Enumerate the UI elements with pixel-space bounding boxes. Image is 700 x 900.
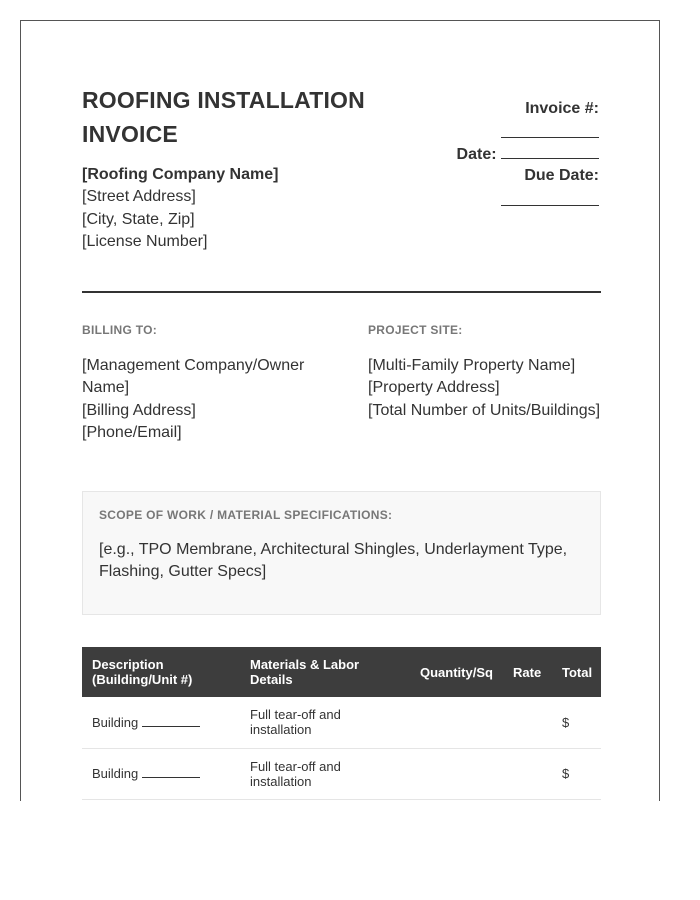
billing-name: [Management Company/Owner Name] xyxy=(82,357,305,397)
row-quantity xyxy=(410,748,503,799)
invoice-number-blank xyxy=(501,137,599,138)
row-total: $ xyxy=(552,748,601,799)
row-total: $ xyxy=(552,697,601,748)
building-label: Building xyxy=(92,714,139,730)
invoice-page xyxy=(20,20,660,801)
invoice-number-row xyxy=(525,99,599,119)
row-building xyxy=(82,748,240,799)
due-date-label: Due Date: xyxy=(524,167,599,184)
line-items-table xyxy=(82,647,601,800)
date-label: Date: xyxy=(456,146,497,163)
row-rate xyxy=(503,748,552,799)
row-details: Full tear-off and installation xyxy=(240,697,410,748)
scope-box xyxy=(82,491,601,615)
row-details: Full tear-off and installation xyxy=(240,748,410,799)
project-site-label: PROJECT SITE: xyxy=(368,323,463,337)
row-building xyxy=(82,697,240,748)
header-details: Materials & Labor Details xyxy=(240,647,410,697)
company-license: [License Number] xyxy=(82,232,208,250)
due-date-blank xyxy=(501,205,599,206)
due-date-row xyxy=(524,166,599,186)
company-block xyxy=(82,164,402,253)
project-units: [Total Number of Units/Buildings] xyxy=(368,401,601,419)
scope-text: [e.g., TPO Membrane, Architectural Shingles, Underlayment Type, Flashing, Gutter Specs] xyxy=(99,541,568,581)
header-rate: Rate xyxy=(503,647,552,697)
project-address: [Property Address] xyxy=(368,379,500,397)
header-description: Description (Building/Unit #) xyxy=(82,647,240,697)
billing-contact: [Phone/Email] xyxy=(82,423,182,441)
project-site-block xyxy=(368,355,618,422)
invoice-title: ROOFING INSTALLATION INVOICE xyxy=(82,87,365,147)
company-street: [Street Address] xyxy=(82,188,196,206)
billing-block xyxy=(82,355,332,444)
building-label: Building xyxy=(92,766,139,781)
building-blank xyxy=(142,766,200,778)
billing-label: BILLING TO: xyxy=(82,323,158,337)
header-divider xyxy=(82,291,601,293)
header-quantity: Quantity/Sq xyxy=(410,647,503,697)
date-blank xyxy=(501,144,599,159)
table-row xyxy=(82,748,601,799)
building-blank xyxy=(142,715,200,727)
company-city: [City, State, Zip] xyxy=(82,210,195,228)
project-name: [Multi-Family Property Name] xyxy=(368,357,576,374)
company-name: [Roofing Company Name] xyxy=(82,166,279,183)
invoice-number-label: Invoice #: xyxy=(525,100,599,117)
date-row xyxy=(457,144,599,165)
row-rate xyxy=(503,697,552,748)
header-total: Total xyxy=(552,647,601,697)
billing-address: [Billing Address] xyxy=(82,401,196,419)
scope-label: SCOPE OF WORK / MATERIAL SPECIFICATIONS: xyxy=(99,508,393,522)
row-quantity xyxy=(410,697,503,748)
table-header-row xyxy=(82,647,601,697)
table-row xyxy=(82,697,601,748)
